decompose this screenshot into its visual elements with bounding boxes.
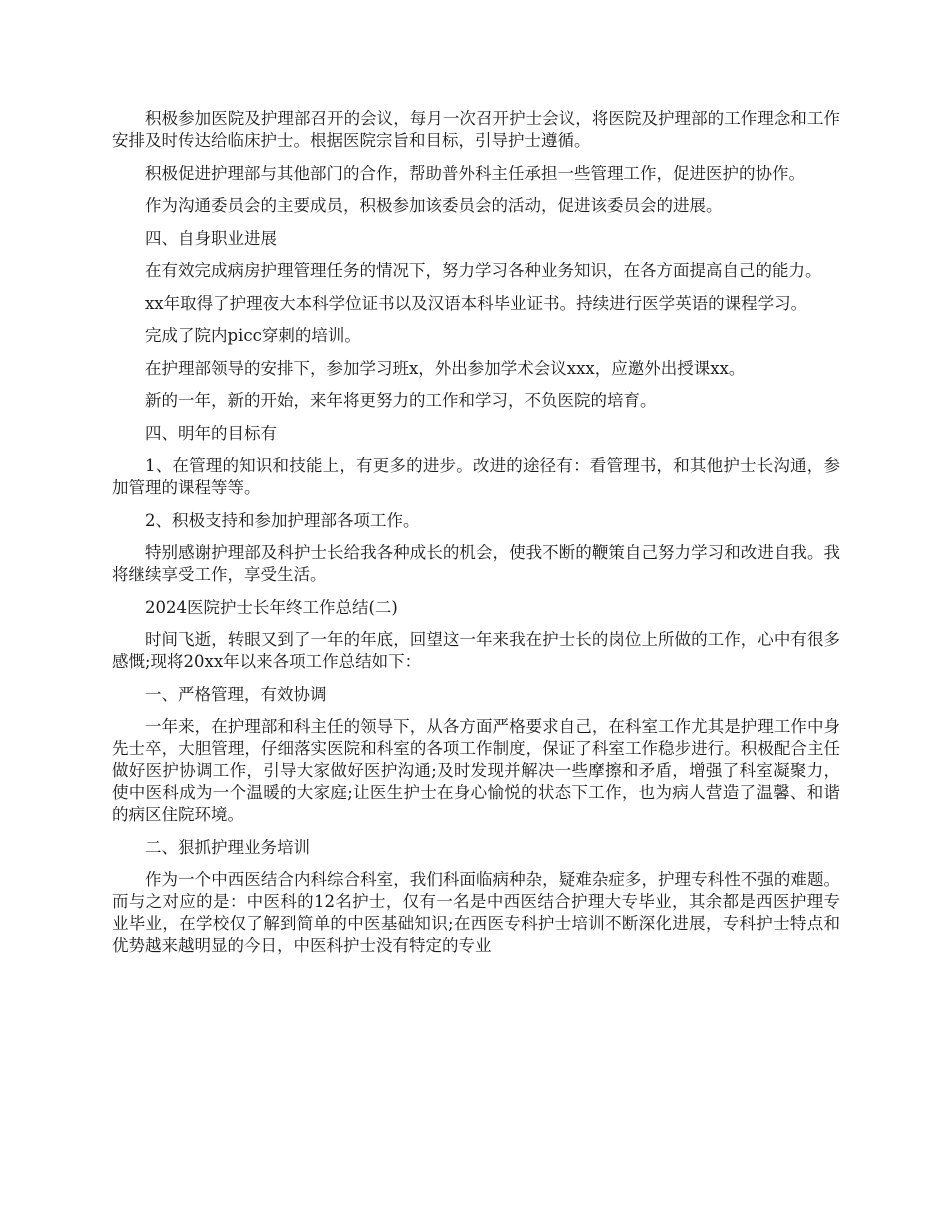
section-heading: 一、严格管理，有效协调 xyxy=(145,684,327,704)
document-body xyxy=(112,108,840,968)
section-heading: 二、狠抓护理业务培训 xyxy=(145,837,310,857)
list-item: 2、积极支持和参加护理部各项工作。 xyxy=(145,510,420,530)
paragraph: 积极参加医院及护理部召开的会议，每月一次召开护士会议，将医院及护理部的工作理念和工作安排及时传达给临床护士。根据医院宗旨和目标，引导护士遵循。 xyxy=(112,109,840,150)
paragraph: 新的一年，新的开始，来年将更努力的工作和学习，不负医院的培育。 xyxy=(145,391,657,410)
paragraph: 作为沟通委员会的主要成员，积极参加该委员会的活动，促进该委员会的进展。 xyxy=(145,196,723,215)
section-heading: 四、明年的目标有 xyxy=(145,423,277,443)
paragraph: 特别感谢护理部及科护士长给我各种成长的机会，使我不断的鞭策自己努力学习和改进自我。我将继续享受工作，享受生活。 xyxy=(112,543,840,584)
list-item: 1、在管理的知识和技能上，有更多的进步。改进的途径有：看管理书，和其他护士长沟通，参加管理的课程等等。 xyxy=(112,456,840,497)
paragraph: 在护理部领导的安排下，参加学习班x，外出参加学术会议xxx，应邀外出授课xx。 xyxy=(145,358,746,378)
paragraph: 时间飞逝，转眼又到了一年的年底，回望这一年来我在护士长的岗位上所做的工作，心中有很多感慨;现将20xx年以来各项工作总结如下： xyxy=(112,630,840,671)
paragraph: xx年取得了护理夜大本科学位证书以及汉语本科毕业证书。持续进行医学英语的课程学习。 xyxy=(145,293,808,313)
paragraph: 积极促进护理部与其他部门的合作，帮助普外科主任承担一些管理工作，促进医护的协作。 xyxy=(145,163,805,183)
paragraph: 一年来，在护理部和科主任的领导下，从各方面严格要求自己，在科室工作尤其是护理工作中身先士卒，大胆管理，仔细落实医院和科室的各项工作制度，保证了科室工作稳步进行。积极配合主任做好医护协调工作，引导大家做好医护沟通;及时发现并解决一些摩擦和矛盾，增强了科室凝聚力，使中医科成为一个温暖的大家庭;让医生护士在身心愉悦的状态下工作，也为病人营造了温馨、和谐的病区住院环境。 xyxy=(112,717,840,824)
paragraph: 在有效完成病房护理管理任务的情况下，努力学习各种业务知识，在各方面提高自己的能力。 xyxy=(145,261,822,280)
section-heading: 四、自身职业进展 xyxy=(145,228,277,248)
paragraph: 完成了院内picc穿刺的培训。 xyxy=(145,326,361,345)
paragraph: 作为一个中西医结合内科综合科室，我们科面临病种杂，疑难杂症多，护理专科性不强的难题。而与之对应的是：中医科的12名护士，仅有一名是中西医结合护理大专毕业，其余都是西医护理专业毕业，在学校仅了解到简单的中医基础知识;在西医专科护士培训不断深化进展，专科护士特点和优势越来越明显的今日，中医科护士没有特定的专业 xyxy=(112,870,840,955)
document-title: 2024医院护士长年终工作总结(二) xyxy=(145,597,398,617)
